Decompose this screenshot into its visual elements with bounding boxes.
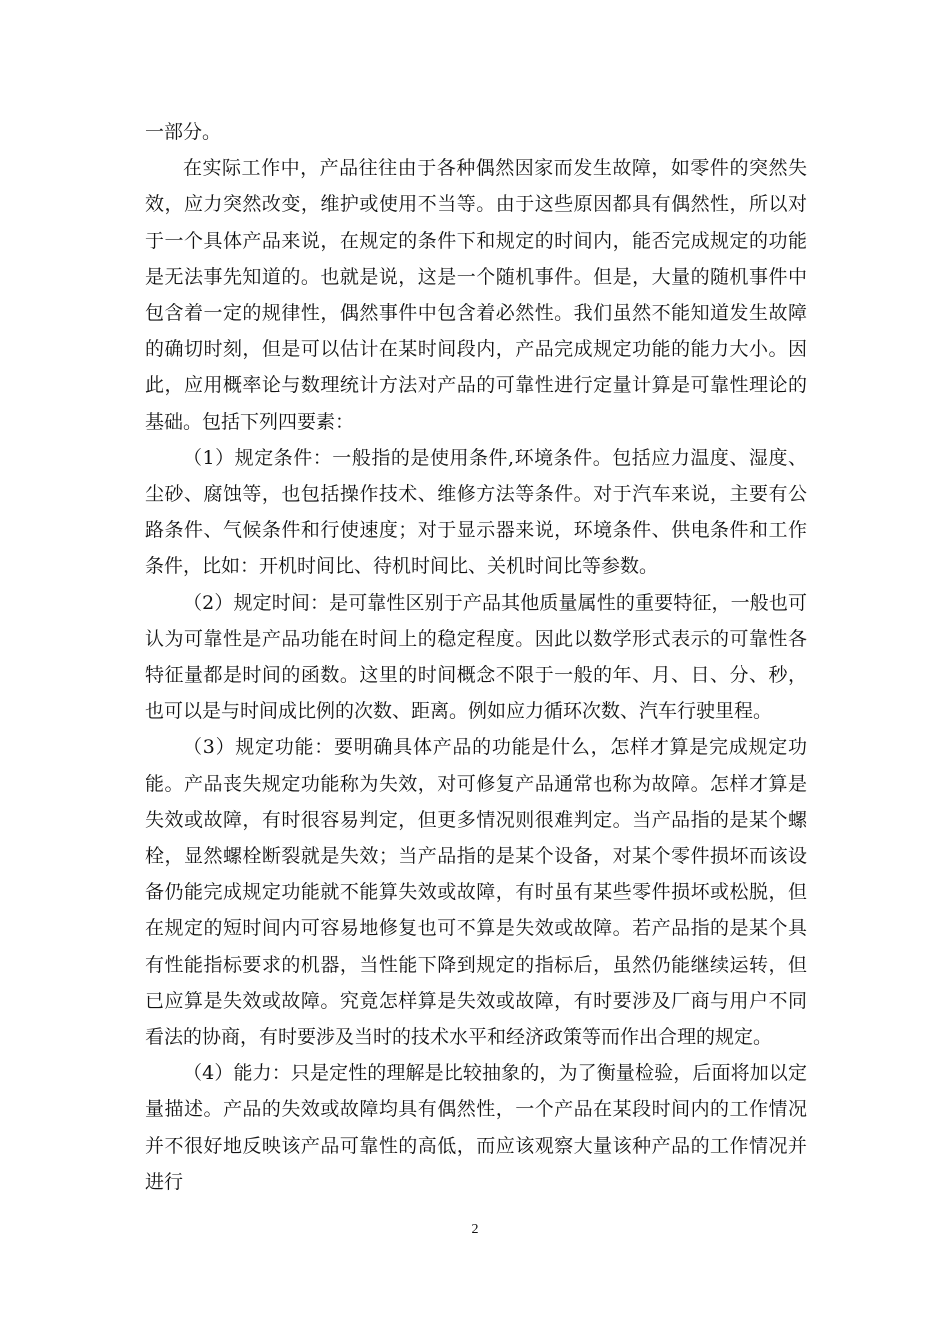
- paragraph-item-2: （2）规定时间：是可靠性区别于产品其他质量属性的重要特征，一般也可认为可靠性是产品功能在时间上的稳定程度。因此以数学形式表示的可靠性各特征量都是时间的函数。这里的时间概念不限于一般的年、月、日、分、秒，也可以是与时间成比例的次数、距离。例如应力循环次数、汽车行驶里程。: [145, 591, 807, 723]
- paragraph-continuation: 一部分。: [145, 121, 222, 143]
- page-number: 2: [471, 1222, 479, 1237]
- paragraph-intro: 在实际工作中，产品往往由于各种偶然因家而发生故障，如零件的突然失效，应力突然改变，维护或使用不当等。由于这些原因都具有偶然性，所以对于一个具体产品来说，在规定的条件下和规定的时间内，能否完成规定的功能是无法事先知道的。也就是说，这是一个随机事件。但是，大量的随机事件中包含着一定的规律性，偶然事件中包含着必然性。我们虽然不能知道发生故障的确切时刻，但是可以估计在某时间段内，产品完成规定功能的能力大小。因此，应用概率论与数理统计方法对产品的可靠性进行定量计算是可靠性理论的基础。包括下列四要素：: [145, 157, 807, 433]
- paragraph-item-1: （1）规定条件：一般指的是使用条件,环境条件。包括应力温度、湿度、尘砂、腐蚀等，也包括操作技术、维修方法等条件。对于汽车来说，主要有公路条件、气候条件和行使速度；对于显示器来说，环境条件、供电条件和工作条件，比如：开机时间比、待机时间比、关机时间比等参数。: [145, 446, 807, 578]
- paragraph-item-4: （4）能力：只是定性的理解是比较抽象的，为了衡量检验，后面将加以定量描述。产品的失效或故障均具有偶然性，一个产品在某段时间内的工作情况并不很好地反映该产品可靠性的高低，而应该观察大量该种产品的工作情况并进行: [145, 1062, 807, 1193]
- paragraph-item-3: （3）规定功能：要明确具体产品的功能是什么，怎样才算是完成规定功能。产品丧失规定功能称为失效，对可修复产品通常也称为故障。怎样才算是失效或故障，有时很容易判定，但更多情况则很难判定。当产品指的是某个螺栓，显然螺栓断裂就是失效；当产品指的是某个设备，对某个零件损坏而该设备仍能完成规定功能就不能算失效或故障，有时虽有某些零件损坏或松脱，但在规定的短时间内可容易地修复也可不算是失效或故障。若产品指的是某个具有性能指标要求的机器，当性能下降到规定的指标后，虽然仍能继续运转，但已应算是失效或故障。究竟怎样算是失效或故障，有时要涉及厂商与用户不同看法的协商，有时要涉及当时的技术水平和经济政策等而作出合理的规定。: [145, 736, 807, 1049]
- body-text: [145, 114, 807, 1200]
